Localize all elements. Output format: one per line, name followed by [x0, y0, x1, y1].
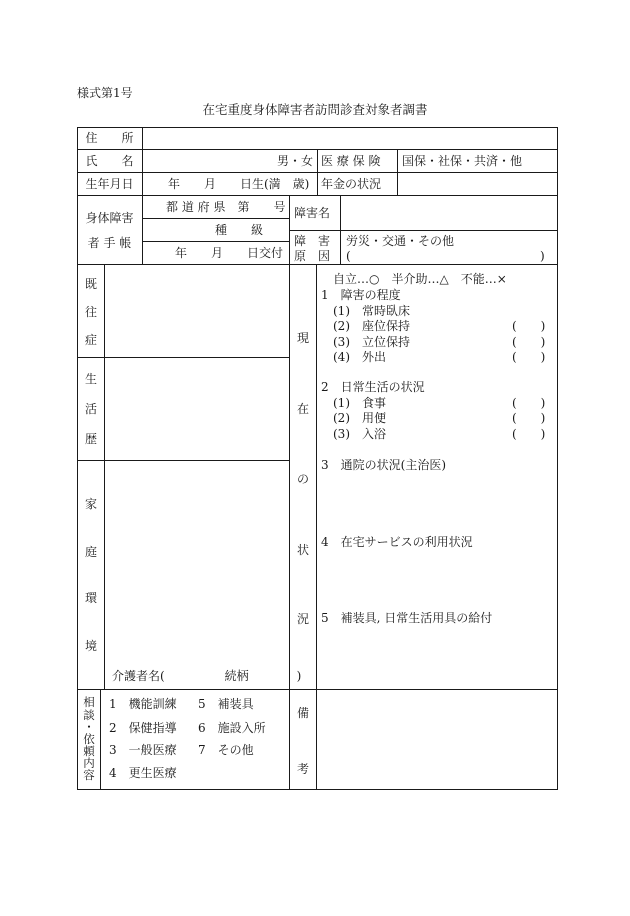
current-status-char: 状: [296, 543, 309, 557]
medical-insurance-label: 医 療 保 険: [321, 154, 381, 168]
pension-status-field[interactable]: [398, 173, 557, 194]
status-item: (2) 用便: [333, 411, 386, 425]
cause-label-1: 障 害: [294, 234, 331, 248]
address-label: 住 所: [85, 131, 134, 145]
handbook-issue-date-field[interactable]: 年 月 日交付: [175, 246, 284, 260]
consult-option[interactable]: 7 その他: [198, 743, 254, 757]
consult-option[interactable]: 4 更生医療: [109, 766, 177, 780]
disability-name-label: 障害名: [294, 206, 331, 220]
consult-option[interactable]: 5 補装具: [198, 697, 254, 711]
life-history-field[interactable]: [105, 358, 288, 459]
current-status-char: 況: [296, 612, 309, 626]
status-section-3-title: 3 通院の状況(主治医): [321, 458, 446, 472]
handbook-label-2: 者 手 帳: [87, 236, 132, 250]
disability-name-field[interactable]: [341, 196, 557, 230]
status-section-2-title: 2 日常生活の状況: [321, 380, 425, 394]
life-history-char: 歴: [84, 432, 97, 446]
family-env-char: 環: [84, 591, 97, 605]
page-title: 在宅重度身体障害者訪問診査対象者調書: [202, 102, 428, 117]
consult-option[interactable]: 3 一般医療: [109, 743, 177, 757]
consult-label-char: 談: [83, 708, 95, 722]
handbook-prefecture-field[interactable]: 都 道 府 県 第 号: [166, 200, 286, 214]
address-field[interactable]: [143, 128, 557, 149]
name-field[interactable]: [143, 150, 273, 171]
cause-type-options[interactable]: 労災・交通・その他: [346, 234, 455, 248]
pension-status-label: 年金の状況: [321, 177, 382, 191]
consult-label-char: 頼: [83, 744, 95, 758]
cause-label-2: 原 因: [294, 249, 331, 263]
family-env-char: 庭: [84, 545, 97, 559]
past-illness-char: 既: [84, 277, 97, 291]
current-status-char: の: [296, 472, 309, 486]
past-illness-field[interactable]: [105, 265, 288, 356]
consult-option[interactable]: 6 施設入所: [198, 721, 266, 735]
consult-option[interactable]: 1 機能訓練: [109, 697, 177, 711]
life-history-char: 活: [84, 402, 97, 416]
consult-label-char: 相: [83, 695, 95, 709]
status-legend: 自立…○ 半介助…△ 不能…×: [333, 272, 507, 286]
status-item: (1) 常時臥床: [333, 304, 410, 318]
status-section-4-title: 4 在宅サービスの利用状況: [321, 535, 473, 549]
birth-date-field[interactable]: 年 月 日生(満 歳): [168, 177, 310, 191]
consult-label-char: 内: [83, 756, 95, 770]
status-item: (3) 立位保持: [333, 335, 410, 349]
status-item: (2) 座位保持: [333, 319, 410, 333]
insurance-type-options[interactable]: 国保・社保・共済・他: [402, 154, 523, 168]
cause-paren-close: ): [540, 249, 545, 263]
status-item-input[interactable]: ( ): [512, 350, 546, 364]
cause-paren-open: (: [346, 249, 351, 263]
handbook-grade-field[interactable]: 種 級: [215, 223, 264, 237]
status-item-input[interactable]: ( ): [512, 411, 546, 425]
sex-options[interactable]: 男・女: [277, 154, 314, 168]
status-item: (1) 食事: [333, 396, 386, 410]
form-number: 様式第1号: [77, 86, 133, 100]
family-env-field[interactable]: [105, 461, 288, 661]
current-status-char: 在: [296, 402, 309, 416]
remarks-field[interactable]: [317, 690, 557, 788]
status-item-input[interactable]: ( ): [512, 319, 546, 333]
consult-label-char: 容: [83, 768, 95, 782]
status-item-input[interactable]: ( ): [512, 335, 546, 349]
family-env-char: 境: [84, 639, 97, 653]
birth-date-label: 生年月日: [85, 177, 134, 191]
life-history-char: 生: [84, 372, 97, 386]
consult-option[interactable]: 2 保健指導: [109, 721, 177, 735]
past-illness-char: 往: [84, 305, 97, 319]
status-item-input[interactable]: ( ): [512, 427, 546, 441]
caregiver-field[interactable]: 介護者名( 続柄 ): [112, 669, 302, 683]
status-section-1-title: 1 障害の程度: [321, 288, 401, 302]
status-item: (4) 外出: [333, 350, 386, 364]
status-item-input[interactable]: ( ): [512, 396, 546, 410]
name-label: 氏 名: [85, 154, 134, 168]
remarks-char: 考: [296, 762, 309, 776]
status-item: (3) 入浴: [333, 427, 386, 441]
status-section-5-title: 5 補装具, 日常生活用具の給付: [321, 611, 493, 625]
family-env-char: 家: [84, 497, 97, 511]
handbook-label-1: 身体障害: [85, 211, 134, 225]
past-illness-char: 症: [84, 333, 97, 347]
current-status-char: 現: [296, 331, 309, 345]
consult-label-char: ・: [83, 720, 95, 734]
consult-label-char: 依: [83, 732, 95, 746]
remarks-char: 備: [296, 706, 309, 720]
